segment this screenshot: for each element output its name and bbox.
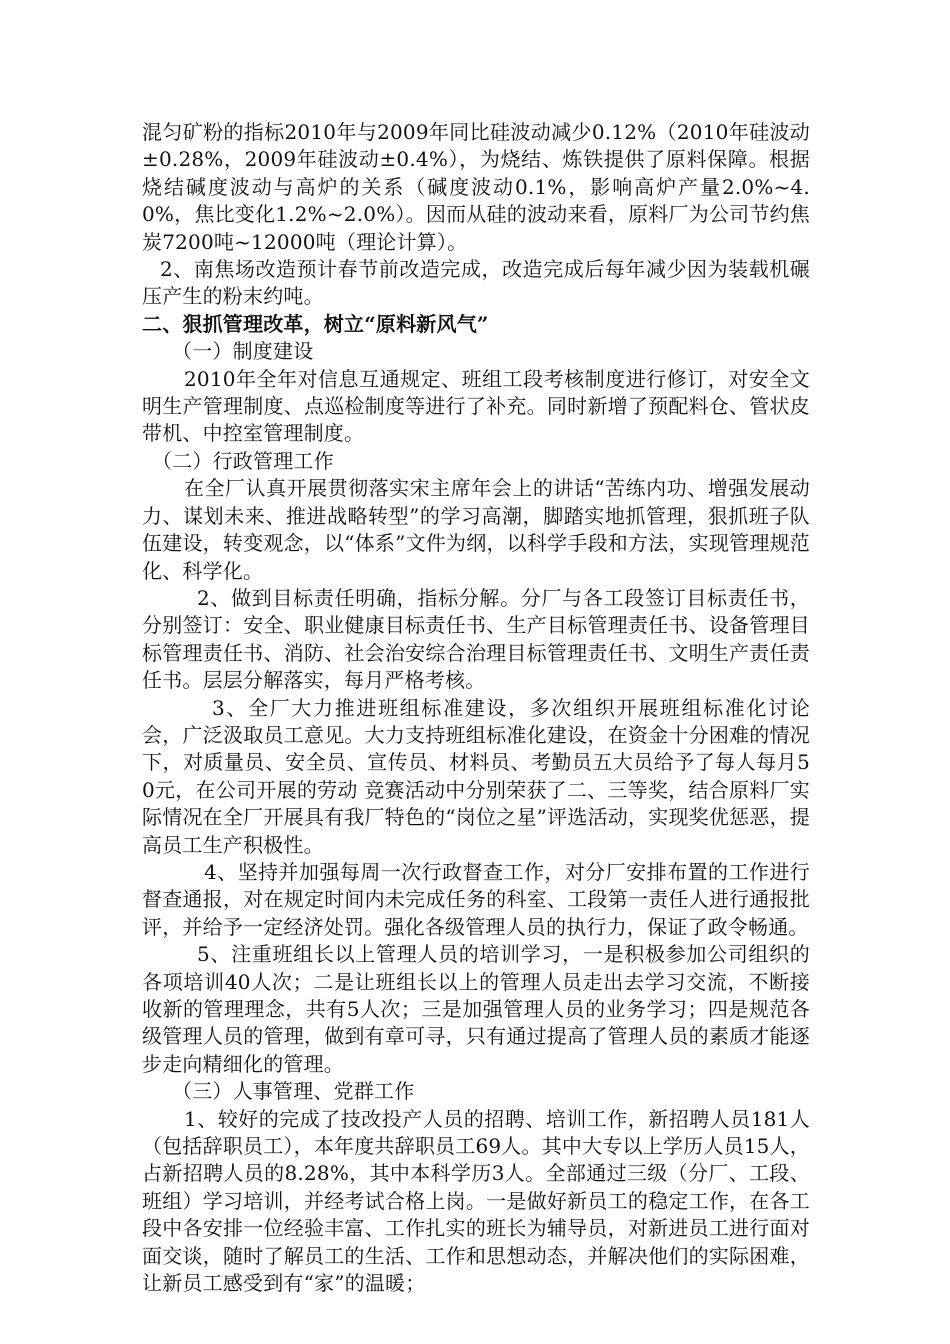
subsection-heading-system-construction: （一）制度建设: [172, 339, 314, 364]
paragraph-team-standardization: 3、全厂大力推进班组标准建设，多次组织开展班组标准化讨论会，广泛汲取员工意见。大力支持班组标准化建设，在资金十分困难的情况下，对质量员、安全员、宣传员、材料员、考勤员五大员给予了每人每月50元，在公司开展的劳动 竞赛活动中分别荣获了二、三等奖，结合原料厂实际情况在全厂开展具有我厂特色的“岗位之星”评选活动，实现奖优惩恶，提高员工生产积极性。: [142, 695, 810, 857]
paragraph-recruitment-training: 1、较好的完成了技改投产人员的招聘、培训工作，新招聘人员181人（包括辞职员工），本年度共辞职员工69人。其中大专以上学历人员15人，占新招聘人员的8.28%，其中本科学历3人。全部通过三级（分厂、工段、班组）学习培训，并经考试合格上岗。一是做好新员工的稳定工作，在各工段中各安排一位经验丰富、工作扎实的班长为辅导员，对新进员工进行面对面交谈，随时了解员工的生活、工作和思想动态，并解决他们的实际困难，让新员工感受到有“家”的温暖；: [142, 1106, 810, 1296]
paragraph-management-training: 5、注重班组长以上管理人员的培训学习，一是积极参加公司组织的各项培训40人次；二是让班组长以上的管理人员走出去学习交流，不断接收新的管理理念，共有5人次；三是加强管理人员的业务学习；四是规范各级管理人员的管理，做到有章可寻，只有通过提高了管理人员的素质才能逐步走向精细化的管理。: [142, 942, 810, 1076]
document-page: [142, 119, 810, 1297]
paragraph-south-coke-yard: 2、南焦场改造预计春节前改造完成，改造完成后每年减少因为装载机碾压产生的粉末约吨。: [142, 257, 810, 309]
paragraph-system-revision: 2010年全年对信息互通规定、班组工段考核制度进行修订，对安全文明生产管理制度、点巡检制度等进行了补充。同时新增了预配料仓、管状皮带机、中控室管理制度。: [142, 366, 810, 446]
paragraph-administrative-work: 在全厂认真开展贯彻落实宋主席年会上的讲话“苦练内功、增强发展动力、谋划未来、推进战略转型”的学习高潮，脚踏实地抓管理，狠抓班子队伍建设，转变观念，以“体系”文件为纲，以科学手段和方法，实现管理规范化、科学化。: [142, 476, 810, 583]
subsection-heading-personnel-management: （三）人事管理、党群工作: [172, 1079, 415, 1104]
paragraph-silicon-fluctuation: 混匀矿粉的指标2010年与2009年同比硅波动减少0.12%（2010年硅波动±0.28%，2009年硅波动±0.4%），为烧结、炼铁提供了原料保障。根据烧结碱度波动与高炉的关系（碱度波动0.1%，影响高炉产量2.0%~4.0%，焦比变化1.2%~2.0%）。因而从硅的波动来看，原料厂为公司节约焦炭7200吨~12000吨（理论计算）。: [142, 120, 810, 254]
section-heading-management-reform: 二、狠抓管理改革，树立“原料新风气”: [142, 311, 489, 336]
subsection-heading-administrative-management: （二）行政管理工作: [152, 448, 334, 473]
paragraph-target-responsibility: 2、做到目标责任明确，指标分解。分厂与各工段签订目标责任书，分别签订：安全、职业健康目标责任书、生产目标管理责任书、设备管理目标管理责任书、消防、社会治安综合治理目标管理责任书、文明生产责任责任书。层层分解落实，每月严格考核。: [142, 585, 810, 693]
paragraph-weekly-inspection: 4、坚持并加强每周一次行政督查工作，对分厂安排布置的工作进行督查通报，对在规定时间内未完成任务的科室、工段第一责任人进行通报批评，并给予一定经济处罚。强化各级管理人员的执行力，保证了政令畅通。: [142, 859, 810, 939]
